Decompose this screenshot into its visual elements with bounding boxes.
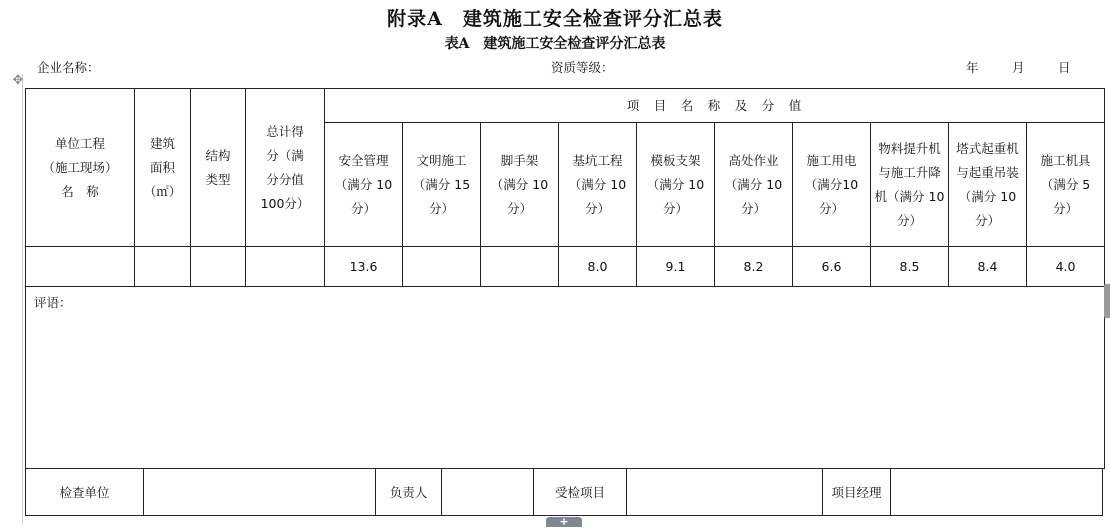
header-item-line: （满分 10 (958, 188, 1017, 204)
header-item-civilized-construction (403, 123, 481, 247)
table-row (26, 247, 1105, 287)
header-item-line: 机（满分 10 (874, 188, 945, 204)
header-item-line: 分） (428, 200, 454, 216)
company-name-label: 企业名称： (37, 60, 100, 75)
header-area-line: 建筑 (149, 135, 175, 151)
summary-table-container (25, 88, 1102, 516)
qualification-label: 资质等级： (551, 60, 614, 75)
header-item-line: 塔式起重机 (956, 140, 1019, 156)
header-item-line: （满分 10 (646, 176, 705, 192)
header-total-line: 分（满 (266, 147, 304, 163)
table-move-handle-icon[interactable]: ✥ (12, 73, 24, 88)
header-item-line: 高处作业 (728, 152, 779, 168)
header-total-line: 100分） (260, 195, 310, 211)
header-item-line: （满分 15 (412, 176, 471, 192)
date-day-label: 日 (1058, 60, 1071, 75)
page-title: 附录A 建筑施工安全检查评分汇总表 (387, 8, 723, 30)
header-item-construction-machinery (1027, 123, 1105, 247)
remarks-cell[interactable] (26, 287, 1105, 469)
header-item-line: 分） (506, 200, 532, 216)
header-unit-name-line: 名 称 (61, 183, 99, 199)
header-item-line: 与施工升降 (878, 164, 941, 180)
header-area (135, 89, 191, 247)
header-item-line: （满分 5 (1040, 176, 1091, 192)
header-item-line: （满分 10 (490, 176, 549, 192)
header-item-line: （满分 10 (334, 176, 393, 192)
header-unit-name-line: （施工现场） (42, 159, 118, 175)
table-subtitle: 表A 建筑施工安全检查评分汇总表 (444, 36, 666, 52)
header-item-line: 施工用电 (806, 152, 857, 168)
cell-unit-name[interactable] (26, 247, 135, 287)
page-margin-line (22, 74, 23, 524)
header-item-work-at-height (715, 123, 793, 247)
cell-score-civilized-construction[interactable] (403, 247, 481, 287)
header-item-tower-crane (949, 123, 1027, 247)
header-item-line: 模板支架 (650, 152, 701, 168)
header-total-line: 分分值 (266, 171, 304, 187)
header-item-line: 脚手架 (500, 152, 539, 168)
cell-score-construction-machinery[interactable]: 4.0 (1027, 247, 1105, 287)
inspection-unit-label: 检查单位 (26, 469, 144, 516)
header-structure (191, 89, 246, 247)
header-item-line: 分） (662, 200, 688, 216)
cell-score-electricity[interactable]: 6.6 (793, 247, 871, 287)
header-item-line: 与起重吊装 (956, 164, 1019, 180)
header-item-line: 安全管理 (338, 152, 389, 168)
header-item-line: 分） (974, 212, 1000, 228)
inspection-unit-field[interactable] (144, 469, 376, 516)
header-item-line: 分） (1053, 200, 1079, 216)
cell-score-foundation-pit[interactable]: 8.0 (559, 247, 637, 287)
signature-table (25, 468, 1103, 516)
cell-score-formwork[interactable]: 9.1 (637, 247, 715, 287)
cell-score-tower-crane[interactable]: 8.4 (949, 247, 1027, 287)
summary-table (25, 88, 1105, 469)
person-in-charge-field[interactable] (442, 469, 534, 516)
date-month-label: 月 (1012, 60, 1025, 75)
project-manager-label: 项目经理 (823, 469, 891, 516)
header-item-line: （满分10 (804, 176, 859, 192)
header-item-line: （满分 10 (568, 176, 627, 192)
header-item-scaffold (481, 123, 559, 247)
date-year-label: 年 (966, 60, 979, 75)
header-item-line: 物料提升机 (878, 140, 941, 156)
header-area-line: （㎡） (143, 183, 182, 199)
inspected-project-label: 受检项目 (534, 469, 627, 516)
header-item-line: 分） (584, 200, 610, 216)
header-item-line: 施工机具 (1040, 152, 1091, 168)
cell-structure[interactable] (191, 247, 246, 287)
cell-score-safety-management[interactable]: 13.6 (325, 247, 403, 287)
project-manager-field[interactable] (891, 469, 1103, 516)
header-item-line: 分） (350, 200, 376, 216)
remarks-label: 评语： (34, 295, 72, 310)
header-area-line: 面积 (149, 159, 175, 175)
header-total-line: 总计得 (266, 123, 304, 139)
header-structure-line: 类型 (205, 171, 231, 187)
header-items-title: 项 目 名 称 及 分 值 (325, 89, 1105, 123)
cell-total-score[interactable] (246, 247, 325, 287)
add-row-icon[interactable]: + (546, 517, 582, 527)
header-item-foundation-pit (559, 123, 637, 247)
header-item-line: 分） (896, 212, 922, 228)
header-item-safety-management (325, 123, 403, 247)
header-item-formwork (637, 123, 715, 247)
header-item-electricity (793, 123, 871, 247)
header-item-line: 分） (740, 200, 766, 216)
person-in-charge-label: 负责人 (376, 469, 442, 516)
cell-score-scaffold[interactable] (481, 247, 559, 287)
inspected-project-field[interactable] (627, 469, 823, 516)
column-resize-handle[interactable] (1104, 284, 1110, 318)
header-unit-name-line: 单位工程 (54, 135, 105, 151)
header-structure-line: 结构 (205, 147, 231, 163)
header-item-line: （满分 10 (724, 176, 783, 192)
header-unit-name (26, 89, 135, 247)
cell-score-work-at-height[interactable]: 8.2 (715, 247, 793, 287)
header-total-score (246, 89, 325, 247)
header-item-line: 文明施工 (416, 152, 467, 168)
cell-score-hoist[interactable]: 8.5 (871, 247, 949, 287)
header-item-hoist (871, 123, 949, 247)
header-item-line: 分） (818, 200, 844, 216)
header-item-line: 基坑工程 (572, 152, 623, 168)
cell-area[interactable] (135, 247, 191, 287)
